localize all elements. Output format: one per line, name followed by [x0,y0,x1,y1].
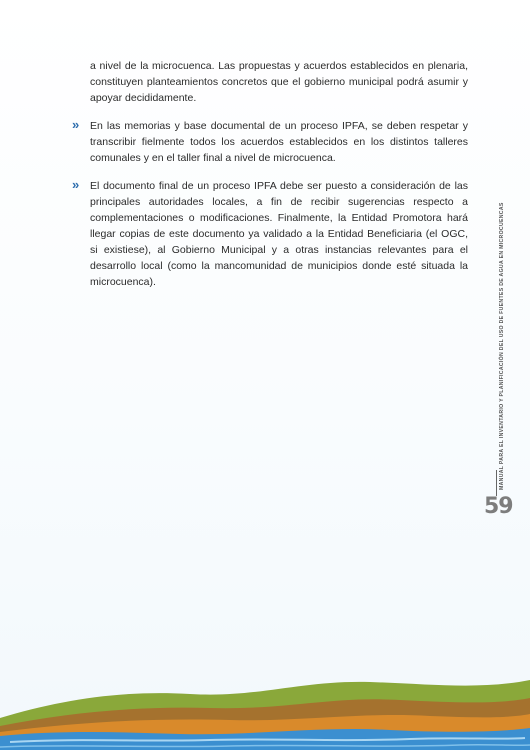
bullet-marker-icon: » [72,117,80,132]
bullet-item-2 [72,178,468,290]
bullet-marker-icon: » [72,177,80,192]
bullet-text: El documento final de un proceso IPFA debe ser puesto a consideración de las principales autoridades locales, a fin de recibir sugerencias respecto a complementaciones o modificaciones. Finalmente, la Entidad Promotora hará llegar copias de este documento ya validado a la Entidad Beneficiaria (el OGC, si existiese), al Gobierno Municipal y a otras instancias relevantes para el desarrollo local (como la mancomunidad de municipios donde esté situada la microcuenca). [90,180,468,288]
bullet-text: En las memorias y base documental de un proceso IPFA, se deben respetar y transcribir fielmente todos los acuerdos establecidos en los distintos talleres comunales y en el taller final a nivel de microcuenca. [90,120,468,164]
landscape-illustration [0,660,530,750]
bullet-item-1 [72,118,468,166]
sidebar-divider [496,470,497,496]
manual-title-vertical: MANUAL PARA EL INVENTARIO Y PLANIFICACIÓN DEL USO DE FUENTES DE AGUA EN MICROCUENCAS [499,202,505,490]
page-number: 59 [484,494,513,519]
document-body [72,58,468,290]
intro-paragraph: a nivel de la microcuenca. Las propuestas y acuerdos establecidos en plenaria, constituyen planteamientos concretos que el gobierno municipal podrá asumir y apoyar decididamente. [90,60,468,104]
